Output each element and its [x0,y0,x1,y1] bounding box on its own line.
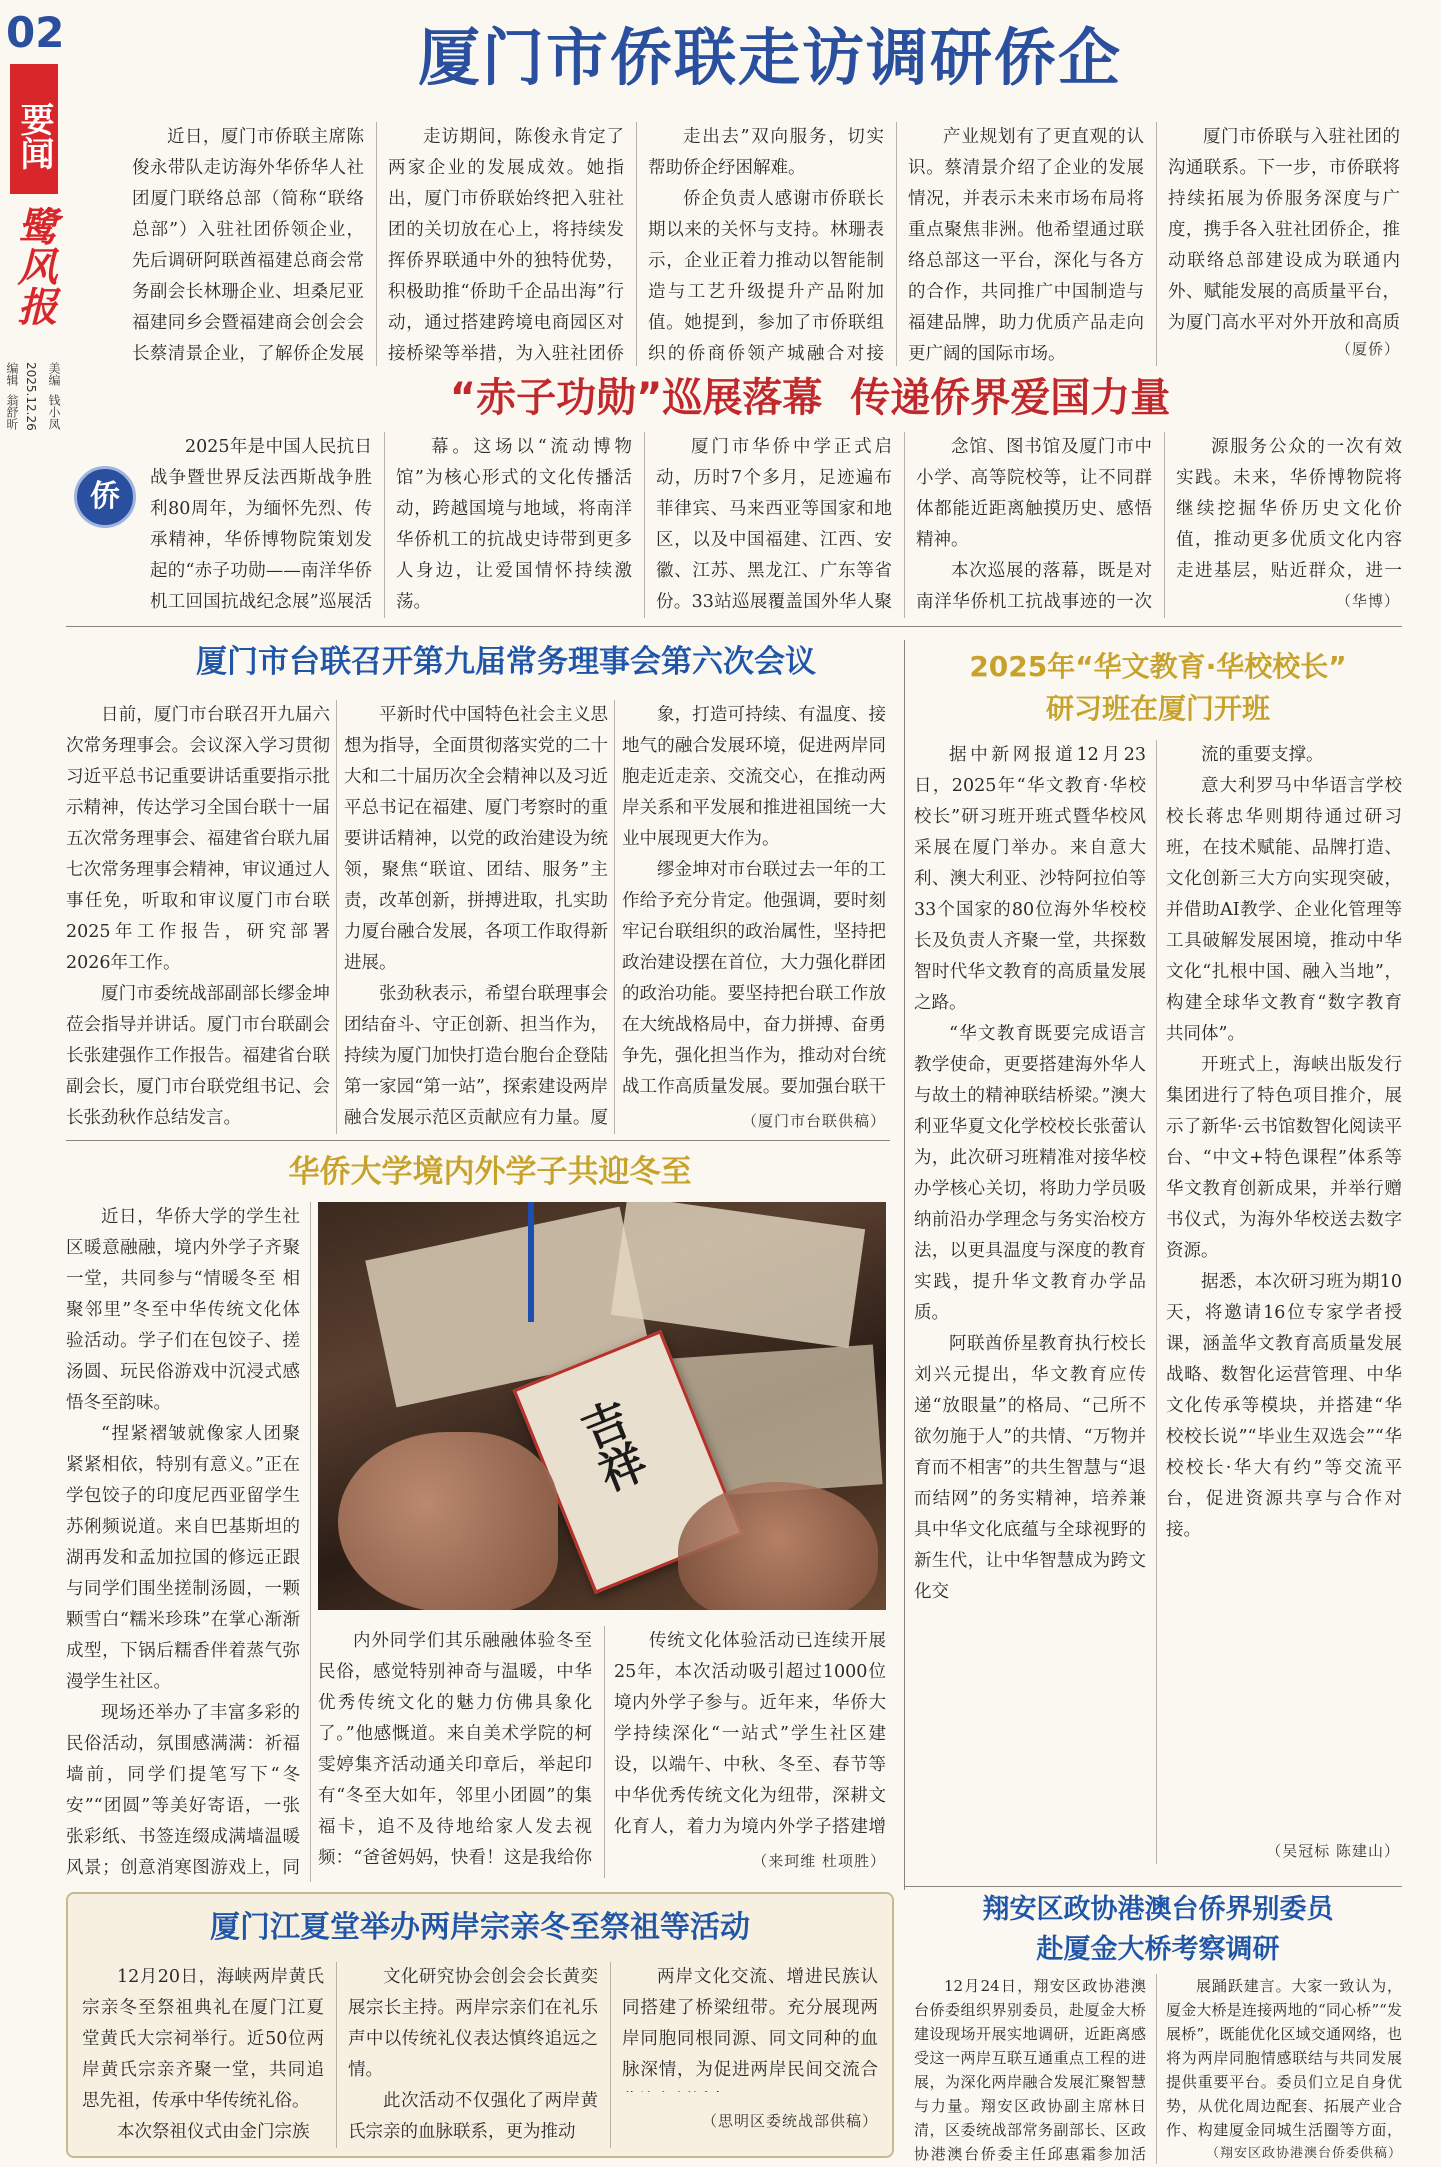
photo-tassel [528,1202,534,1322]
headline-article5 [914,646,1402,730]
article4-col3: 传统文化体验活动已连续开展25年，本次活动吸引超过1000位境内外学子参与。近年来，华侨大学持续深化“一站式”学生社区建设，以端午、中秋、冬至、春节等中华优秀传统文化为纽带，深耕文化育人，着力为境内外学子搭建增 [614,1631,886,1837]
editor-credits [4,362,20,492]
article6-credit: （翔安区政协港澳台侨委供稿） [1205,2146,1402,2161]
paragraph: 日前，厦门市台联召开九届六次常务理事会。会议深入学习贯彻习近平总书记重要讲话重要指示批示精神，传达学习全国台联十一届五次常务理事会、福建省台联九届七次常务理事会精神，审议通过人事任免，听取和审议厦门市台联2025年工作报告，研究部署2026年工作。 [66,705,330,973]
paragraph: 念馆、图书馆及厦门市中小学、高等院校等，让不同群体都能近距离触摸历史、感悟精神。 [916,437,1152,550]
paragraph: 内外同学们其乐融融体验冬至民俗，感觉特别神奇与温暖，中华优秀传统文化的魅力仿佛具象化了。”他感慨道。来自美术学院的柯雯婷集齐活动通关印章后，举起印有“冬至大如年，邻里小团圆”的集福卡，追不及待地给家人发去视频：“爸爸妈妈，快看！这是我给你 [318,1631,592,1868]
article2-col4 [916,432,1152,618]
article7-col3: 两岸文化交流、增进民族认同搭建了桥梁纽带。充分展现两岸同胞同根同源、同文同种的血脉深情，为促进两岸民间交流合 [622,1967,878,2080]
article7-col1 [82,1962,324,2148]
page-number: 02 [6,8,65,57]
article1-col5: 厦门市侨联与入驻社团的沟通联系。下一步，市侨联将持续拓展为侨服务深度与广度，携手各入驻社团侨企，推动联络总部建设成为联通内外、赋能发展的高质量平台，为厦门高水平对外开放和高质 [1168,127,1400,333]
event-photo [318,1202,886,1610]
paragraph: “华文教育既要完成语言教学使命，更要搭建海外华人与故土的精神联结桥梁。”澳大利亚华夏文化学校校长张蕾认为，此次研习班精准对接华校办学核心关切，将助力学员吸纳前沿办学理念与务实治校方法，以更具温度与深度的教育实践，提升华文教育办学品质。 [914,1024,1146,1323]
article5-credit: （吴冠标 陈建山） [1266,1842,1400,1860]
paragraph: 12月24日，翔安区政协港澳台侨委组织界别委员，赴厦金大桥建设现场开展实地调研，近距离感受这一两岸互联互通重点工程的进展，为深化两岸融合发展汇聚智慧与力量。翔安区政协副主席林日清，区委统战部常务副部长、区政协港澳台侨委主任邱惠霜参加活 [914,1977,1146,2163]
designer-credits [46,362,63,430]
paragraph: 侨企负责人感谢市侨联长期以来的关怀与支持。林珊表示，企业正着力推动以智能制造与工艺升级提升产品附加值。她提到，参加了市侨联组织的侨商侨领产城融合对接 [648,189,884,364]
paragraph: 12月20日，海峡两岸黄氏宗亲冬至祭祖典礼在厦门江夏堂黄氏大宗祠举行。近50位两岸黄氏宗亲齐聚一堂，共同追思先祖，传承中华传统礼俗。 [82,1967,324,2111]
article7-col2 [348,1962,598,2148]
article2-col3: 厦门市华侨中学正式启动，历时7个多月，足迹遍布菲律宾、马来西亚等国家和地区，以及中国福建、江西、安徽、江苏、黑龙江、广东等省份。33站巡展覆盖国外华人聚 [656,437,892,612]
headline-article5-line2: 研习班在厦门开班 [1045,692,1270,725]
article1-credit: （厦侨） [1335,340,1400,358]
paragraph: 本次祭祖仪式由金门宗族 [117,2122,310,2142]
designer-label: 美编 [47,362,61,386]
issue-date: 2025.12.26 [24,362,38,431]
headline-article2: “赤子功勋”巡展落幕 传递侨界爱国力量 [449,375,1171,421]
paragraph: 文化研究协会创会会长黄奕展宗长主持。两岸宗亲们在礼乐声中以传统礼仪表达慎终追远之情。 [348,1967,598,2080]
article1-col4 [908,122,1144,366]
article2-col1: 2025年是中国人民抗日战争暨世界反法西斯战争胜利80周年，为缅怀先烈、传承精神，华侨博物院策划发起的“赤子功勋——南洋华侨机工回国抗战纪念展”巡展活 [150,437,372,612]
photo-hand [678,1482,878,1610]
article2-col2 [396,432,632,618]
article4-col2 [318,1626,592,1878]
paper-name-logo: 鹭风报 [11,206,58,326]
paragraph: 此次活动不仅强化了两岸黄氏宗亲的血脉联系，更为推动 [348,2091,598,2142]
article1-col1: 近日，厦门市侨联主席陈俊永带队走访海外华侨华人社团厦门联络总部（简称“联络总部”）入驻社团侨领企业，先后调研阿联酋福建总商会常务副会长林珊企业、坦桑尼亚福建同乡会暨福建商会创会会长蔡清景企业，了解侨企发展 [132,127,364,364]
article6-col1 [914,1974,1146,2164]
article2-col5: 源服务公众的一次有效实践。未来，华侨博物院将继续挖掘华侨历史文化价值，推动更多优质文化内容走进基层，贴近群众，进一 [1176,437,1402,581]
paragraph: 开班式上，海峡出版发行集团进行了特色项目推介，展示了新华·云书馆数智化阅读平台、“中文+特色课程”体系等华文教育创新成果，并举行赠书仪式，为海外华校送去数字资源。 [1166,1055,1402,1261]
paragraph: 据悉，本次研习班为期10天，将邀请16位专家学者授课，涵盖华文教育高质量发展战略、数智化运营管理、中华文化传承等模块，并搭建“华校校长说”“毕业生双选会”“华校校长·华大有约”等交流平台，促进资源共享与合作对接。 [1166,1272,1402,1540]
paragraph: 走出去”双向服务，切实帮助侨企纾困解难。 [648,127,884,178]
headline-article7: 厦门江夏堂举办两岸宗亲冬至祭祖等活动 [210,1910,750,1945]
article3-credit: （厦门市台联供稿） [741,1112,886,1130]
photo-paper-sheet [611,1202,865,1348]
paragraph: 厦门市委统战部副部长缪金坤莅会指导并讲话。厦门市台联副会长张建强作工作报告。福建省台联副会长，厦门市台联党组书记、会长张劲秋作总结发言。 [66,984,330,1128]
paragraph: 展踊跃建言。大家一致认为，厦金大桥是连接两地的“同心桥”“发展桥”，既能优化区域交通网络，也将为两岸同胞情感联结与共同发展提供重要平台。委员们立足自身优势，从优化周边配套、拓展产业合作、构建厦金同城生活圈等方面， [1166,1977,1402,2139]
headline-article6-line1: 翔安区政协港澳台侨界别委员 [982,1894,1334,1925]
masthead-strip [0,0,66,470]
paragraph: 近日，华侨大学的学生社区暖意融融，境内外学子齐聚一堂，共同参与“情暖冬至 相聚邻里”冬至中华传统文化体验活动。学子们在包饺子、搓汤圆、玩民俗游戏中沉浸式感悟冬至韵味。 [66,1207,300,1413]
paragraph: 现场还举办了丰富多彩的民俗活动，氛围感满满：祈福墙前，同学们提笔写下“冬安”“团圆”等美好寄语，一张张彩纸、书签连缀成满墙温暖风景；创意消寒图游戏上，同 [66,1703,300,1878]
paragraph: “捏紧褶皱就像家人团聚紧紧相依，特别有意义。”正在学包饺子的印度尼西亚留学生苏俐频说道。来自巴基斯坦的湖再发和孟加拉国的修远正跟与同学们围坐搓制汤圆，一颗颗雪白“糯米珍珠”在掌心渐渐成型，下锅后糯香伴着蒸气弥漫学生社区。 [66,1424,300,1692]
headline-article4: 华侨大学境内外学子共迎冬至 [288,1154,692,1190]
headline-article6-block [914,1890,1402,1970]
headline-article5-line1: 2025年“华文教育·华校校长” [969,650,1347,683]
headline-article6-line2: 赴厦金大桥考察调研 [1036,1934,1280,1965]
headline-article1: 厦门市侨联走访调研侨企 [417,21,1122,94]
photo-envelope-text: 吉祥 [568,1393,654,1500]
photo-hand [338,1432,558,1610]
article7-credit: （思明区委统战部供稿） [701,2112,878,2130]
paragraph: 幕。这场以“流动博物馆”为核心形式的文化传播活动，跨越国境与地域，将南洋华侨机工的抗战史诗带到更多人身边，让爱国情怀持续激荡。 [396,437,632,612]
paragraph: 缪金坤对市台联过去一年的工作给予充分肯定。他强调，要时刻牢记台联组织的政治属性，坚持把政治建设摆在首位，大力强化群团的政治功能。要坚持把台联工作放在大统战格局中，奋力拼搏、奋勇争先，强化担当作为，推动对台统战工作高质量发展。要加强台联干 [622,860,886,1097]
paragraph: 据中新网报道12月23日，2025年“华文教育·华校校长”研习班开班式暨华校风采展在厦门举办。来自意大利、澳大利亚、沙特阿拉伯等33个国家的80位海外华校校长及负责人齐聚一堂，共探数智时代华文教育的高质量发展之路。 [914,745,1146,1013]
article5-col1 [914,740,1146,1864]
editor-name: 翁舒昕 [5,393,19,430]
article3-col3 [622,700,886,1106]
qiao-logo-icon: 侨 [74,466,136,528]
section-label: 要闻 [10,64,58,194]
paragraph: 产业规划有了更直观的认识。蔡清景介绍了企业的发展情况，并表示未来市场布局将重点聚焦非洲。他希望通过联络总部这一平台，深化与各方的合作，共同推广中国制造与福建品牌，助力优质产品走向更广阔的国际市场。 [908,127,1144,364]
editor-label: 编辑 [5,362,19,386]
article3-col2 [344,700,608,1134]
paragraph: 本次巡展的落幕，既是对南洋华侨机工抗战事迹的一次 [916,561,1152,612]
article1-col3 [648,122,884,366]
headline-article3: 厦门市台联召开第九届常务理事会第六次会议 [196,644,816,680]
article5-col2 [1166,740,1402,1836]
article1-col2: 走访期间，陈俊永肯定了两家企业的发展成效。她指出，厦门市侨联始终把入驻社团的关切放在心上，将持续发挥侨界联通中外的独特优势，积极助推“侨助千企品出海”行动，通过搭建跨境电商园区对接桥梁等举措，为入驻社团侨 [388,127,624,364]
article3-col1 [66,700,330,1134]
article6-col2 [1166,1974,1402,2140]
paragraph: 平新时代中国特色社会主义思想为指导，全面贯彻落实党的二十大和二十届历次全会精神以及习近平总书记在福建、厦门考察时的重要讲话精神，以党的政治建设为统领，聚焦“联谊、团结、服务”主责，改革创新，拼搏进取，扎实助力厦台融合发展，各项工作取得新进展。 [344,705,608,973]
article2-credit: （华博） [1335,592,1400,610]
paragraph: 意大利罗马中华语言学校校长蒋忠华则期待通过研习班，在技术赋能、品牌打造、文化创新三大方向实现突破，并借助AI教学、企业化管理等工具破解发展困境，推动中华文化“扎根中国、融入当地”，构建全球华文教育“数字教育共同体”。 [1166,776,1402,1044]
article4-credit: （来珂维 杜项胜） [752,1852,886,1870]
article4-col1 [66,1202,300,1884]
paragraph: 阿联酋侨星教育执行校长刘兴元提出，华文教育应传递“放眼量”的格局、“己所不欲勿施于人”的共情、“万物并育而不相害”的共生智慧与“退而结网”的务实精神，培养兼具中华文化底蕴与全球视野的新生代，让中华智慧成为跨文化交 [914,1334,1146,1602]
paragraph: 张劲秋表示，希望台联理事会团结奋斗、守正创新、担当作为，持续为厦门加快打造台胞台企登陆第一家园“第一站”，探索建设两岸融合发展示范区贡献应有力量。厦 [344,984,608,1128]
designer-name: 钱小凤 [47,393,61,430]
paragraph: 象，打造可持续、有温度、接地气的融合发展环境，促进两岸同胞走近走亲、交流交心，在推动两岸关系和平发展和推进祖国统一大业中展现更大作为。 [622,705,886,849]
paragraph: 流的重要支撑。 [1201,745,1324,765]
